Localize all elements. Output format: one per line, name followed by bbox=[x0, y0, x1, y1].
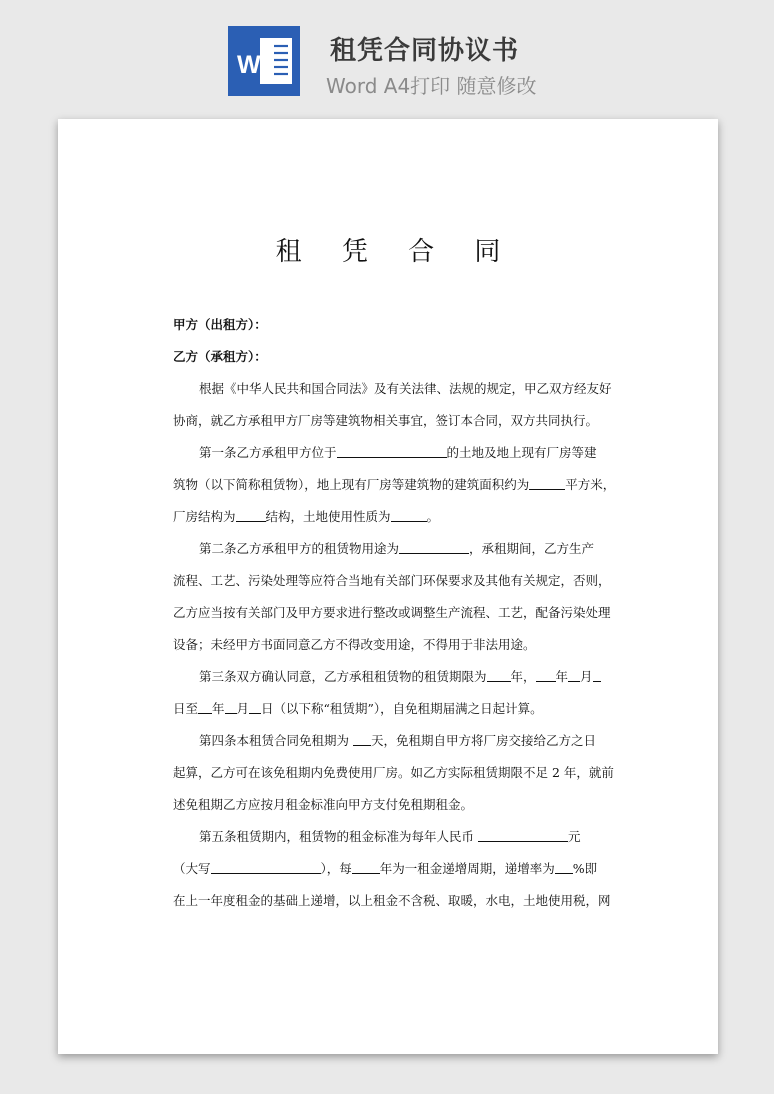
promo-header bbox=[0, 0, 774, 118]
party-a-label: 甲方（出租方）： bbox=[173, 317, 267, 332]
blank-field[interactable] bbox=[555, 861, 573, 874]
party-b-label: 乙方（承租方）： bbox=[173, 349, 267, 364]
article-3-line-1: 第三条双方确认同意，乙方承租租赁物的租赁期限为 年， 年 月 bbox=[173, 668, 629, 686]
promo-title: 租凭合同协议书 bbox=[330, 36, 520, 66]
paragraph-line: 起算，乙方可在该免租期内免费使用厂房。如乙方实际租赁期限不足 2 年，就前 bbox=[173, 765, 614, 780]
blank-field[interactable] bbox=[337, 445, 447, 458]
article-1-line-2: 筑物（以下简称租赁物），地上现有厂房等建筑物的建筑面积约为 平方米， bbox=[173, 477, 616, 492]
document-page bbox=[58, 119, 718, 1054]
document-title: 租 凭 合 同 bbox=[275, 237, 517, 267]
word-icon bbox=[228, 26, 300, 96]
blank-field[interactable] bbox=[478, 829, 568, 842]
paragraph-line: 述免租期乙方应按月租金标准向甲方支付免租期租金。 bbox=[173, 797, 474, 812]
blank-field[interactable] bbox=[391, 509, 427, 522]
article-4-line-1: 第四条本租赁合同免租期为 天，免租期自甲方将厂房交接给乙方之日 bbox=[199, 733, 596, 748]
blank-field[interactable] bbox=[198, 701, 212, 714]
blank-field[interactable] bbox=[399, 541, 469, 554]
blank-field[interactable] bbox=[225, 701, 237, 714]
blank-field[interactable] bbox=[236, 509, 266, 522]
article-5-line-2: （大写 ），每 年为一租金递增周期，递增率为 %即 bbox=[173, 861, 598, 876]
article-1-line-3: 厂房结构为 结构，土地使用性质为 。 bbox=[173, 509, 440, 524]
blank-field[interactable] bbox=[211, 861, 321, 874]
promo-subtitle: Word A4打印 随意修改 bbox=[326, 74, 537, 98]
paragraph-line: 在上一年度租金的基础上递增，以上租金不含税、取暖，水电，土地使用税，网 bbox=[173, 893, 611, 908]
article-5-line-1: 第五条租赁期内，租赁物的租金标准为每年人民币 元 bbox=[199, 829, 581, 844]
blank-field[interactable] bbox=[353, 733, 371, 746]
blank-field[interactable] bbox=[487, 669, 511, 682]
blank-field[interactable] bbox=[249, 701, 261, 714]
word-icon-letter: W bbox=[237, 51, 261, 79]
article-3-line-2: 日至 年 月 日（以下称“租赁期”），自免租期届满之日起计算。 bbox=[173, 701, 543, 716]
paragraph-line: 根据《中华人民共和国合同法》及有关法律、法规的规定，甲乙双方经友好 bbox=[199, 381, 612, 396]
paragraph-line: 乙方应当按有关部门及甲方要求进行整改或调整生产流程、工艺，配备污染处理 bbox=[173, 605, 611, 620]
blank-field[interactable] bbox=[352, 861, 380, 874]
article-2-line-1: 第二条乙方承租甲方的租赁物用途为 ，承租期间，乙方生产 bbox=[199, 541, 595, 556]
paragraph-line: 协商，就乙方承租甲方厂房等建筑物相关事宜，签订本合同，双方共同执行。 bbox=[173, 413, 599, 428]
article-1-line-1: 第一条乙方承租甲方位于 的土地及地上现有厂房等建 bbox=[199, 445, 597, 460]
blank-field[interactable] bbox=[529, 477, 565, 490]
blank-field[interactable] bbox=[593, 669, 601, 682]
blank-field[interactable] bbox=[568, 669, 580, 682]
paragraph-line: 流程、工艺、污染处理等应符合当地有关部门环保要求及其他有关规定，否则， bbox=[173, 573, 611, 588]
paragraph-line: 设备；未经甲方书面同意乙方不得改变用途，不得用于非法用途。 bbox=[173, 637, 536, 652]
blank-field[interactable] bbox=[536, 669, 556, 682]
